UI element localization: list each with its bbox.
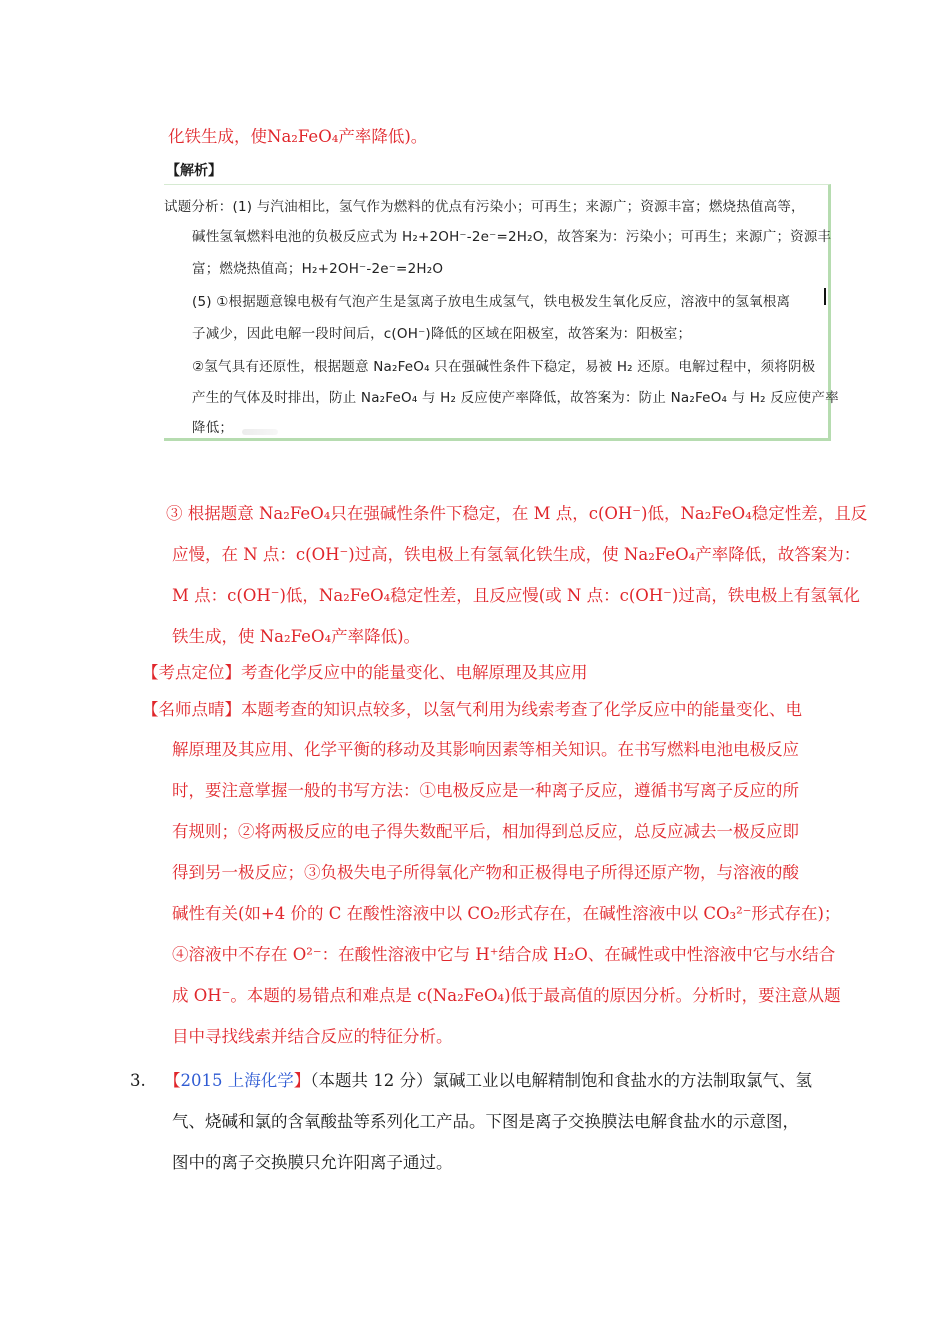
item3-line-3: M 点：c(OH⁻)低，Na₂FeO₄稳定性差，且反应慢(或 N 点：c(OH⁻)过高，铁电极上有氢氧化 [172,586,860,605]
analysis-line-7: 产生的气体及时排出，防止 Na₂FeO₄ 与 H₂ 反应使产率降低，故答案为：防止 Na₂FeO₄ 与 H₂ 反应使产率 [192,390,839,406]
mingshi-line-9: 目中寻找线索并结合反应的特征分析。 [172,1027,453,1046]
analysis-line-2: 碱性氢氧燃料电池的负极反应式为 H₂+2OH⁻-2e⁻=2H₂O，故答案为：污染小；可再生；来源广；资源丰 [192,229,832,245]
analysis-line-6: ②氢气具有还原性，根据题意 Na₂FeO₄ 只在强碱性条件下稳定，易被 H₂ 还原。电解过程中，须将阴极 [192,359,816,375]
question-3-line-3: 图中的离子交换膜只允许阳离子通过。 [172,1153,453,1172]
kaodian-line: 【考点定位】考查化学反应中的能量变化、电解原理及其应用 [142,663,588,682]
mingshi-line-6: 碱性有关(如+4 价的 C 在酸性溶液中以 CO₂形式存在，在碱性溶液中以 CO₃²⁻形式存在)； [172,904,841,923]
source-bracket-close: 】 [293,1071,311,1090]
mingshi-line-4: 有规则；②将两极反应的电子得失数配平后，相加得到总反应，总反应减去一极反应即 [172,822,799,841]
question-3-line-1: （本题共 12 分）氯碱工业以电解精制饱和食盐水的方法制取氯气、氢 [310,1071,812,1090]
mingshi-line-7: ④溶液中不存在 O²⁻：在酸性溶液中它与 H⁺结合成 H₂O、在碱性或中性溶液中它与水结合 [172,945,836,964]
mingshi-line-8: 成 OH⁻。本题的易错点和难点是 c(Na₂FeO₄)低于最高值的原因分析。分析时，要注意从题 [172,986,841,1005]
continuation-line: 化铁生成，使Na₂FeO₄产率降低)。 [168,127,428,146]
mingshi-line-2: 解原理及其应用、化学平衡的移动及其影响因素等相关知识。在书写燃料电池电极反应 [172,740,799,759]
mingshi-line-1: 【名师点晴】本题考查的知识点较多，以氢气利用为线索考查了化学反应中的能量变化、电 [142,700,802,719]
analysis-line-3: 富；燃烧热值高；H₂+2OH⁻-2e⁻=2H₂O [192,261,444,277]
analysis-line-8: 降低； [192,420,234,436]
scan-smudge [242,429,278,435]
question-number: 3. [130,1071,146,1090]
question-3-line-2: 气、烧碱和氯的含氧酸盐等系列化工产品。下图是离子交换膜法电解食盐水的示意图， [172,1112,799,1131]
text-caret [824,288,826,305]
analysis-line-5: 子减少，因此电解一段时间后，c(OH⁻)降低的区域在阳极室，故答案为：阳极室； [192,326,692,342]
source-link[interactable]: 2015 上海化学 [180,1071,294,1090]
mingshi-line-5: 得到另一极反应；③负极失电子所得氧化产物和正极得电子所得还原产物，与溶液的酸 [172,863,799,882]
analysis-image-block [164,184,839,441]
item3-line-4: 铁生成，使 Na₂FeO₄产率降低)。 [172,627,421,646]
question-3-first-line [164,1070,812,1092]
analysis-line-1: 试题分析：(1) 与汽油相比，氢气作为燃料的优点有污染小；可再生；来源广；资源丰富；燃烧热值高等， [164,199,805,215]
item3-line-2: 应慢，在 N 点：c(OH⁻)过高，铁电极上有氢氧化铁生成，使 Na₂FeO₄产率降低，故答案为： [172,545,861,564]
item3-line-1: ③ 根据题意 Na₂FeO₄只在强碱性条件下稳定，在 M 点，c(OH⁻)低，Na₂FeO₄稳定性差，且反 [166,504,868,523]
analysis-header: 【解析】 [166,163,222,179]
analysis-line-4: (5) ①根据题意镍电极有气泡产生是氢离子放电生成氢气，铁电极发生氧化反应，溶液中的氢氧根离 [192,294,791,310]
source-bracket-open: 【 [164,1071,181,1090]
mingshi-line-3: 时，要注意掌握一般的书写方法：①电极反应是一种离子反应，遵循书写离子反应的所 [172,781,799,800]
